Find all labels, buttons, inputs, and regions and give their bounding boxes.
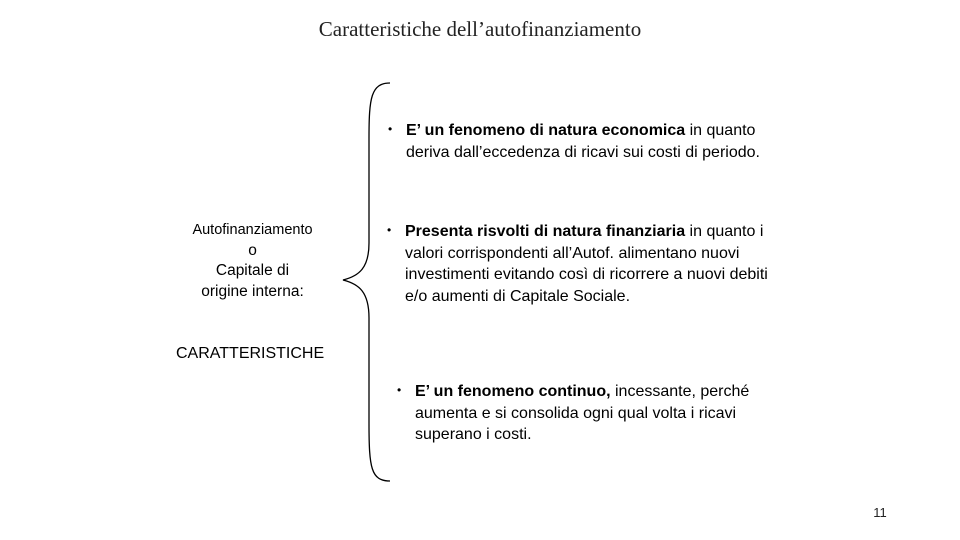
page-number: 11 — [873, 505, 887, 520]
bullet-2-bold: Presenta risvolti di natura finanziaria — [405, 223, 686, 240]
bullet-marker: • — [397, 383, 402, 397]
bullet-2-text: in quanto i valori corrispondenti all’Autof. alimentano nuovi investimenti evitando così di ricorrere a nuovi debiti e/o aumenti di Capitale Sociale. — [405, 223, 768, 305]
left-label-line-1: Autofinanziamento — [192, 222, 313, 238]
bullet-3-bold: E’ un fenomeno continuo, — [415, 383, 611, 400]
left-label-line-3: Capitale di — [215, 262, 290, 279]
bullet-item-3 — [397, 380, 775, 446]
bullet-3-text: incessante, perché aumenta e si consolida ogni qual volta i ricavi superano i costi. — [415, 383, 750, 443]
bullet-marker: • — [387, 223, 392, 237]
bullet-item-1 — [388, 119, 786, 163]
bullet-marker: • — [388, 122, 393, 136]
curly-brace — [335, 78, 395, 488]
left-label-line-4: origine interna: — [201, 282, 304, 300]
bullet-1-bold: E’ un fenomeno di natura economica — [406, 122, 686, 139]
left-label-line-2: o — [248, 241, 257, 259]
bullet-1-text: in quanto deriva dall’eccedenza di ricavi sui costi di periodo. — [406, 122, 760, 161]
bullet-item-2 — [387, 220, 775, 307]
caratteristiche-label: CARATTERISTICHE — [176, 345, 325, 362]
left-label — [170, 220, 335, 302]
slide-title: Caratteristiche dell’autofinanziamento — [318, 17, 642, 41]
